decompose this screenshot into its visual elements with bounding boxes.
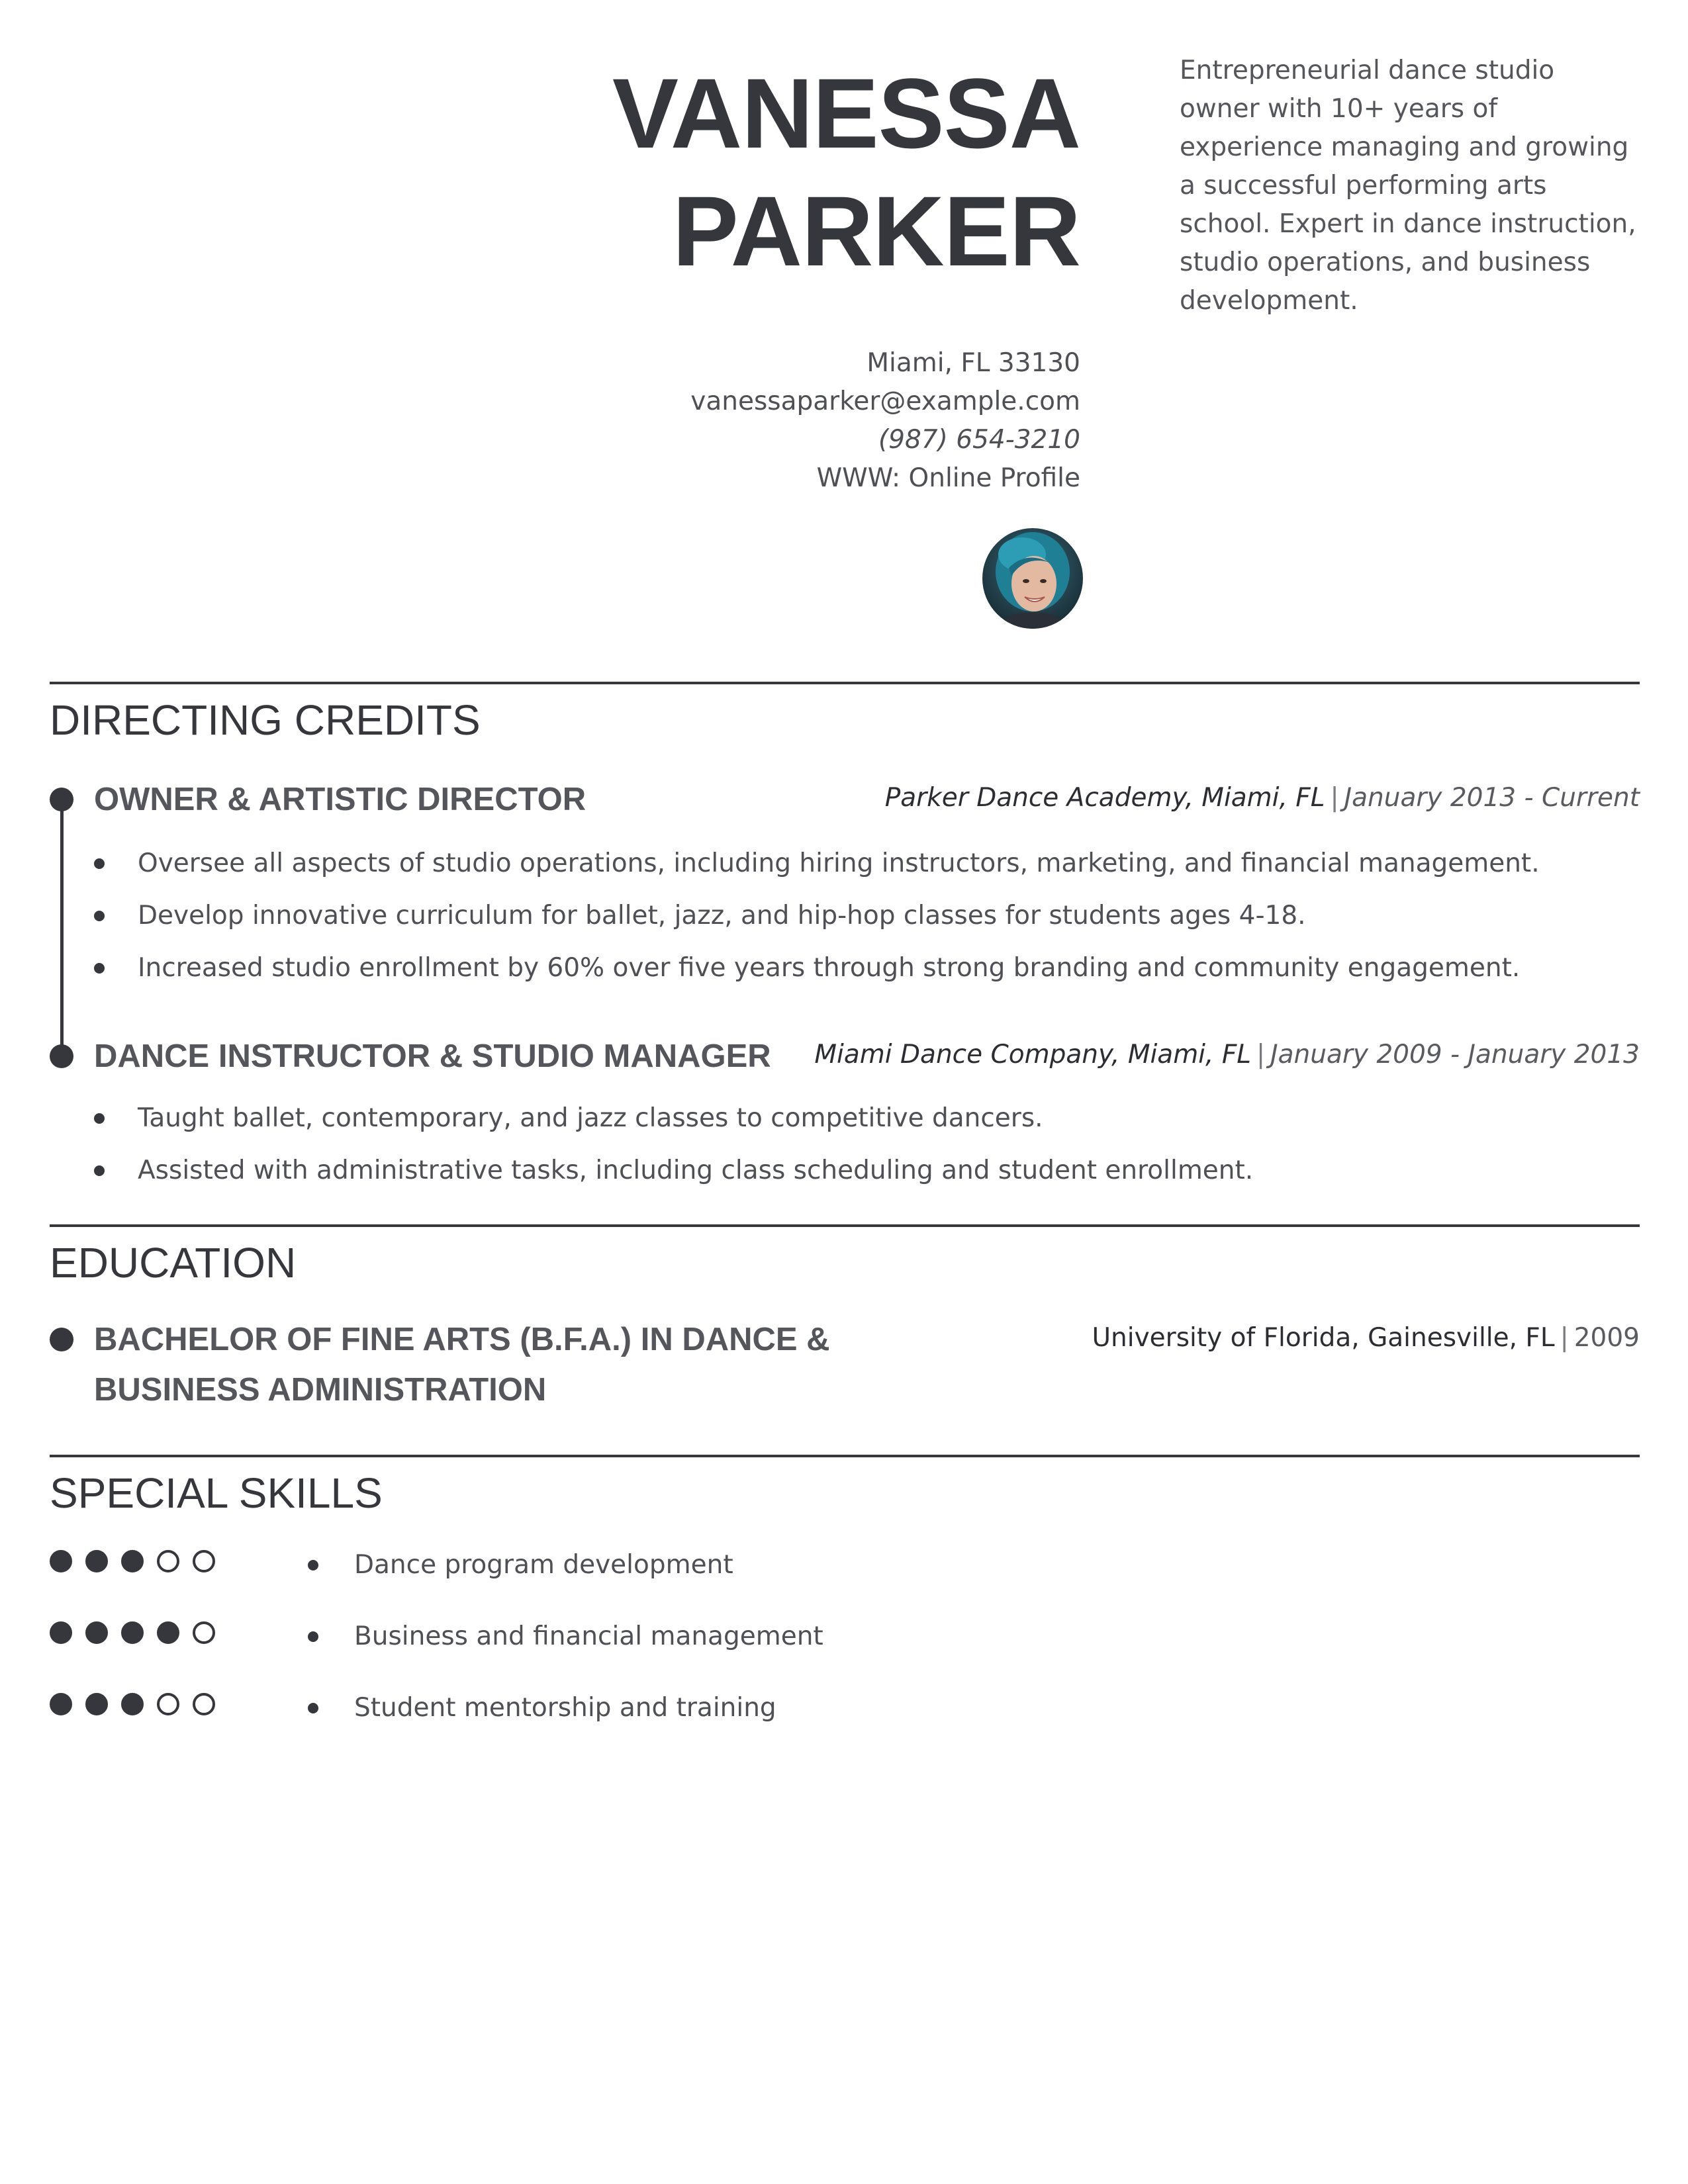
- section-divider: [50, 1224, 1640, 1227]
- contact-website-link[interactable]: WWW: Online Profile: [816, 463, 1080, 493]
- skill-rating: [50, 1621, 215, 1644]
- rating-dot-filled-icon: [121, 1693, 144, 1715]
- contact-location: Miami, FL 33130: [867, 348, 1080, 378]
- education-meta: University of Florida, Gainesville, FL | 2009: [1092, 1323, 1640, 1353]
- rating-dot-empty-icon: [193, 1550, 215, 1572]
- job-dates: January 2013 - Current: [1344, 783, 1640, 813]
- skill-row: [50, 1619, 976, 1690]
- contact-info: [690, 344, 1080, 498]
- special-skills-heading: SPECIAL SKILLS: [50, 1469, 383, 1517]
- list-item: Develop innovative curriculum for ballet, jazz, and hip-hop classes for students ages 4-18.: [94, 889, 1540, 942]
- job-title: DANCE INSTRUCTOR & STUDIO MANAGER: [94, 1038, 771, 1074]
- job-meta: Parker Dance Academy, Miami, FL | January 2013 - Current: [884, 783, 1640, 813]
- section-divider: [50, 1455, 1640, 1457]
- job-location: Miami, FL: [1201, 783, 1325, 813]
- education-heading: EDUCATION: [50, 1239, 297, 1287]
- skills-list: [50, 1547, 976, 1762]
- rating-dot-filled-icon: [50, 1693, 72, 1715]
- rating-dot-filled-icon: [85, 1693, 108, 1715]
- skill-rating: [50, 1693, 215, 1715]
- job-organization: Parker Dance Academy: [884, 783, 1186, 813]
- timeline-line: [60, 801, 64, 1059]
- skill-row: [50, 1547, 976, 1619]
- skill-label: Business and financial management: [308, 1617, 823, 1656]
- rating-dot-filled-icon: [121, 1621, 144, 1644]
- contact-phone: (987) 654-3210: [878, 425, 1080, 455]
- rating-dot-empty-icon: [193, 1693, 215, 1715]
- job-organization: Miami Dance Company: [814, 1040, 1112, 1069]
- section-divider: [50, 682, 1640, 684]
- rating-dot-filled-icon: [157, 1621, 179, 1644]
- professional-summary: Entrepreneurial dance studio owner with 10+ years of experience managing and growing a successful performing arts school. Expert in dance instruction, studio operations, and business development.: [1180, 56, 1636, 316]
- job-meta: Miami Dance Company, Miami, FL | January 2009 - January 2013: [814, 1040, 1640, 1069]
- directing-credits-heading: DIRECTING CREDITS: [50, 696, 481, 744]
- job-title: OWNER & ARTISTIC DIRECTOR: [94, 782, 586, 817]
- first-name: VANESSA: [612, 58, 1080, 169]
- list-item: Oversee all aspects of studio operations, including hiring instructors, marketing, and financial management.: [94, 837, 1540, 889]
- skill-label: Student mentorship and training: [308, 1689, 776, 1727]
- degree-line-2: BUSINESS ADMINISTRATION: [94, 1372, 547, 1408]
- rating-dot-empty-icon: [193, 1621, 215, 1644]
- rating-dot-filled-icon: [121, 1550, 144, 1572]
- timeline-node: [50, 1044, 73, 1068]
- job-dates: January 2009 - January 2013: [1270, 1040, 1640, 1069]
- job-bullets: [94, 837, 1540, 994]
- rating-dot-empty-icon: [157, 1693, 179, 1715]
- list-item: Increased studio enrollment by 60% over five years through strong branding and community engagement.: [94, 942, 1540, 994]
- rating-dot-filled-icon: [50, 1621, 72, 1644]
- degree-line-1: BACHELOR OF FINE ARTS (B.F.A.) IN DANCE &: [94, 1322, 830, 1357]
- job-bullets: [94, 1092, 1253, 1197]
- list-item: Taught ballet, contemporary, and jazz classes to competitive dancers.: [94, 1092, 1253, 1144]
- profile-photo-icon: [982, 528, 1083, 629]
- rating-dot-filled-icon: [50, 1550, 72, 1572]
- avatar: [982, 528, 1083, 629]
- contact-email[interactable]: vanessaparker@example.com: [690, 387, 1080, 416]
- skill-label: Dance program development: [308, 1546, 733, 1584]
- rating-dot-empty-icon: [157, 1550, 179, 1572]
- degree-title: [94, 1314, 830, 1415]
- list-item: Assisted with administrative tasks, including class scheduling and student enrollment.: [94, 1144, 1253, 1197]
- last-name: PARKER: [672, 175, 1080, 287]
- rating-dot-filled-icon: [85, 1621, 108, 1644]
- skill-rating: [50, 1550, 215, 1572]
- school-name: University of Florida, Gainesville, FL: [1092, 1323, 1555, 1353]
- job-location: Miami, FL: [1127, 1040, 1251, 1069]
- timeline-node: [50, 788, 73, 811]
- timeline-node: [50, 1328, 73, 1351]
- candidate-name: [612, 54, 1080, 290]
- skill-row: [50, 1690, 976, 1762]
- rating-dot-filled-icon: [85, 1550, 108, 1572]
- graduation-year: 2009: [1573, 1323, 1640, 1353]
